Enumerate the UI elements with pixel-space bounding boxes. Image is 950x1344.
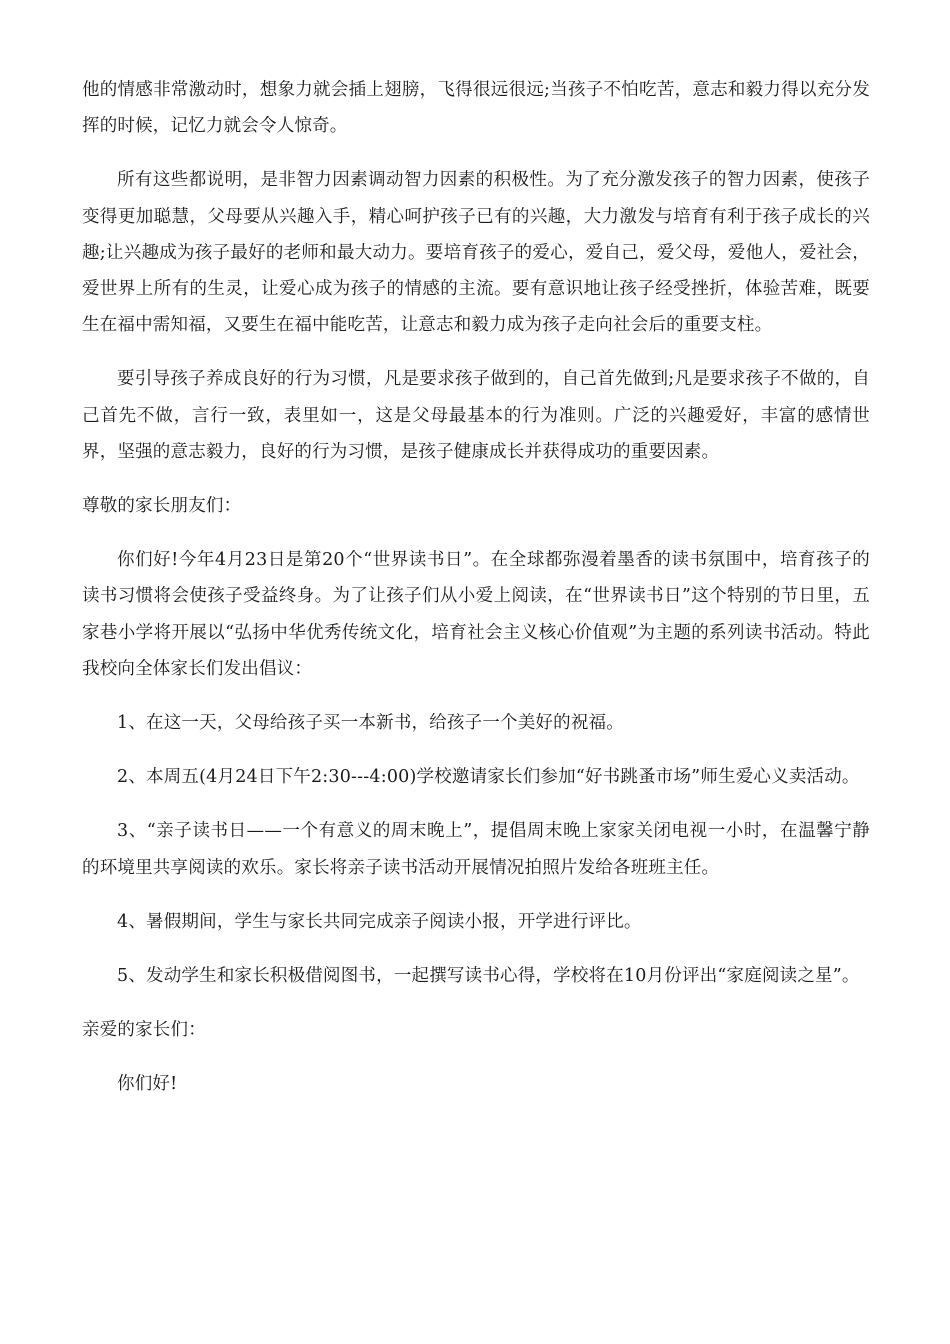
paragraph-continuation: 他的情感非常激动时，想象力就会插上翅膀，飞得很远很远;当孩子不怕吃苦，意志和毅力得以充分发挥的时候，记忆力就会令人惊奇。 [82,80,870,137]
document-page [82,72,870,1121]
paragraph-behavior-habits: 要引导孩子养成良好的行为习惯，凡是要求孩子做到的，自己首先做到;凡是要求孩子不做的，自己首先不做，言行一致，表里如一，这是父母最基本的行为准则。广泛的兴趣爱好，丰富的感情世界，坚强的意志毅力，良好的行为习惯，是孩子健康成长并获得成功的重要因素。 [82,369,870,462]
salutation-respected-parents: 尊敬的家长朋友们： [82,496,242,517]
salutation-dear-parents: 亲爱的家长们： [82,1020,206,1041]
paragraph-nonintellectual-factors: 所有这些都说明，是非智力因素调动智力因素的积极性。为了充分激发孩子的智力因素，使孩子变得更加聪慧，父母要从兴趣入手，精心呵护孩子已有的兴趣，大力激发与培育有利于孩子成长的兴趣;让兴趣成为孩子最好的老师和最大动力。要培育孩子的爱心，爱自己，爱父母，爱他人，爱社会，爱世界上所有的生灵，让爱心成为孩子的情感的主流。要有意识地让孩子经受挫折，体验苦难，既要生在福中需知福，又要生在福中能吃苦，让意志和毅力成为孩子走向社会后的重要支柱。 [82,170,870,336]
list-item-1: 1、在这一天，父母给孩子买一本新书，给孩子一个美好的祝福。 [117,713,624,734]
list-item-5: 5、发动学生和家长积极借阅图书，一起撰写读书心得，学校将在10月份评出“家庭阅读之星”。 [117,966,860,987]
greeting: 你们好! [117,1074,178,1095]
list-item-2: 2、本周五(4月24日下午2:30---4:00)学校邀请家长们参加“好书跳蚤市场”师生爱心义卖活动。 [117,767,860,788]
list-item-4: 4、暑假期间，学生与家长共同完成亲子阅读小报，开学进行评比。 [117,911,642,932]
paragraph-world-book-day: 你们好!今年4月23日是第20个“世界读书日”。在全球都弥漫着墨香的读书氛围中，培育孩子的读书习惯将会使孩子受益终身。为了让孩子们从小爱上阅读，在“世界读书日”这个特别的节日里，五家巷小学将开展以“弘扬中华优秀传统文化，培育社会主义核心价值观”为主题的系列读书活动。特此我校向全体家长们发出倡议： [82,550,870,679]
list-item-3: 3、“亲子读书日——一个有意义的周末晚上”，提倡周末晚上家家关闭电视一小时，在温馨宁静的环境里共享阅读的欢乐。家长将亲子读书活动开展情况拍照片发给各班班主任。 [82,821,870,878]
